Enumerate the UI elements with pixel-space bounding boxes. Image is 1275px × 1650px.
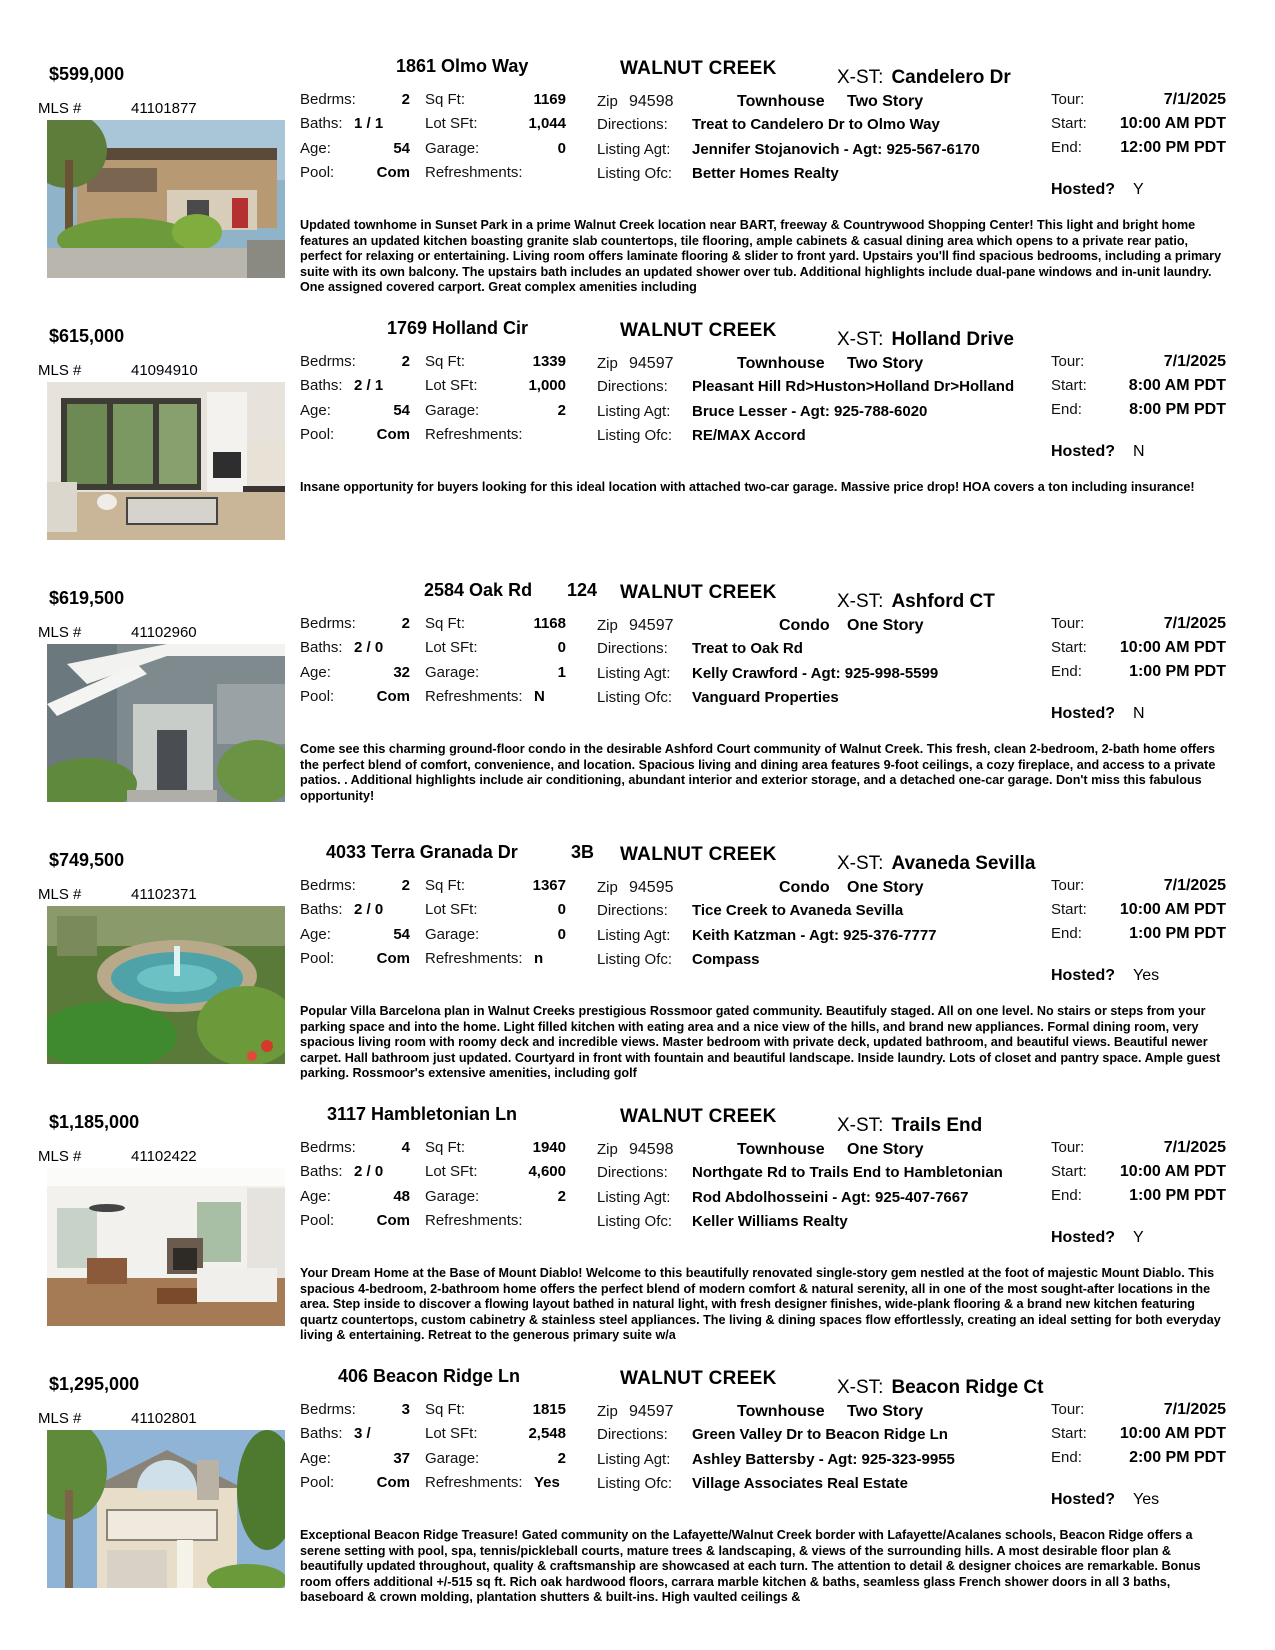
pool-label: Pool: <box>300 950 335 967</box>
garage-value: 1 <box>557 664 566 681</box>
end-label: End: <box>1051 401 1082 418</box>
listing-price: $1,295,000 <box>49 1374 140 1394</box>
property-style: Two Story <box>847 93 924 110</box>
townhouse-exterior-photo <box>47 120 285 278</box>
directions-label: Directions: <box>597 116 668 133</box>
listing-office-value: Vanguard Properties <box>692 689 839 706</box>
age-value: 32 <box>393 664 410 681</box>
bedrooms-label: Bedrms: <box>300 91 356 108</box>
garage-value: 0 <box>557 926 566 943</box>
sqft-value: 1168 <box>533 615 566 632</box>
start-time: 10:00 AM PDT <box>1119 115 1226 132</box>
mls-number: 41102801 <box>131 1410 197 1427</box>
age-value: 54 <box>393 926 410 943</box>
mls-label: MLS # <box>38 624 82 641</box>
listing-price: $1,185,000 <box>49 1112 140 1132</box>
baths-value: 3 / <box>354 1425 371 1442</box>
property-type: Townhouse <box>737 1403 825 1420</box>
directions-value: Treat to Oak Rd <box>692 640 803 657</box>
bedrooms-value: 2 <box>401 91 410 108</box>
mls-number: 41094910 <box>131 362 198 379</box>
listing-card <box>0 54 1275 316</box>
listing-office-label: Listing Ofc: <box>597 165 673 182</box>
pool-label: Pool: <box>300 1474 335 1491</box>
baths-value: 2 / 0 <box>354 639 384 656</box>
listing-city: WALNUT CREEK <box>620 1106 777 1127</box>
zip-value: 94595 <box>629 879 674 896</box>
property-style: Two Story <box>847 355 924 372</box>
start-time: 10:00 AM PDT <box>1119 1163 1226 1180</box>
listing-address: 1769 Holland Cir <box>387 318 529 338</box>
property-style: One Story <box>847 879 924 896</box>
listing-agent-label: Listing Agt: <box>597 141 671 158</box>
garage-value: 2 <box>557 402 566 419</box>
mls-number: 41102371 <box>131 886 197 903</box>
hosted-value: Y <box>1133 1229 1144 1246</box>
listing-card <box>0 1364 1275 1626</box>
start-label: Start: <box>1051 1163 1087 1180</box>
start-time: 10:00 AM PDT <box>1119 639 1226 656</box>
listing-price: $619,500 <box>49 588 125 608</box>
listing-price: $599,000 <box>49 64 125 84</box>
cross-street <box>837 1115 982 1137</box>
refreshments-label: Refreshments: <box>425 1474 523 1491</box>
start-label: Start: <box>1051 901 1087 918</box>
refreshments-value: N <box>534 688 545 705</box>
hosted-value: Yes <box>1133 1491 1160 1508</box>
condo-entry-photo <box>47 644 285 802</box>
zip-label: Zip <box>597 879 618 896</box>
tour-date: 7/1/2025 <box>1163 877 1226 894</box>
refreshments-label: Refreshments: <box>425 426 523 443</box>
zip-label: Zip <box>597 93 618 110</box>
bedrooms-value: 3 <box>401 1401 410 1418</box>
listing-agent-value: Jennifer Stojanovich - Agt: 925-567-6170 <box>692 141 980 158</box>
listing-agent-value: Keith Katzman - Agt: 925-376-7777 <box>692 927 937 944</box>
bedrooms-label: Bedrms: <box>300 1401 356 1418</box>
great-room-photo <box>47 1168 285 1326</box>
listing-remarks: Updated townhome in Sunset Park in a prime Walnut Creek location near BART, freeway & Countrywood Shopping Center! This light and bright home features an updated kitchen boasting granite slab countertops, tile flooring, ample cabinets & casual dining area which opens to a private rear patio, perfect for relaxing or entertaining. Living room offers laminate flooring & slider to front yard. Upstairs you'll find spacious bedrooms, including a primary suite with its own balcony. The upstairs bath includes an updated shower over tub. Additional highlights include dual-pane windows and in-unit laundry. One assigned covered carport. Great complex amenities including <box>300 218 1222 294</box>
sqft-label: Sq Ft: <box>425 877 466 894</box>
mls-label: MLS # <box>38 100 82 117</box>
start-time: 8:00 AM PDT <box>1128 377 1226 394</box>
cross-street <box>837 329 1014 351</box>
garage-label: Garage: <box>425 1188 480 1205</box>
bedrooms-value: 4 <box>401 1139 410 1156</box>
cross-street-value: Beacon Ridge Ct <box>891 1377 1044 1398</box>
cross-street-label: X-ST: <box>837 1377 884 1398</box>
listing-office-value: Better Homes Realty <box>692 165 839 182</box>
age-label: Age: <box>300 140 331 157</box>
end-label: End: <box>1051 1187 1082 1204</box>
cross-street-value: Ashford CT <box>891 591 995 612</box>
directions-label: Directions: <box>597 1164 668 1181</box>
sqft-value: 1339 <box>532 353 566 370</box>
listing-photo <box>47 120 285 278</box>
property-type: Townhouse <box>737 355 825 372</box>
listing-city: WALNUT CREEK <box>620 582 777 603</box>
listing-photo <box>47 906 285 1064</box>
property-type: Townhouse <box>737 1141 825 1158</box>
mls-label: MLS # <box>38 362 82 379</box>
listing-city: WALNUT CREEK <box>620 844 777 865</box>
lot-sft-label: Lot SFt: <box>425 639 478 656</box>
property-style: One Story <box>847 617 924 634</box>
directions-value: Green Valley Dr to Beacon Ridge Ln <box>692 1426 948 1443</box>
start-label: Start: <box>1051 639 1087 656</box>
zip-label: Zip <box>597 617 618 634</box>
garage-label: Garage: <box>425 1450 480 1467</box>
listing-agent-value: Ashley Battersby - Agt: 925-323-9955 <box>692 1451 955 1468</box>
listing-agent-label: Listing Agt: <box>597 1451 671 1468</box>
start-time: 10:00 AM PDT <box>1119 901 1226 918</box>
listing-office-value: RE/MAX Accord <box>692 427 806 444</box>
directions-value: Pleasant Hill Rd>Huston>Holland Dr>Holland <box>692 378 1015 395</box>
cross-street-label: X-ST: <box>837 1115 884 1136</box>
start-time: 10:00 AM PDT <box>1119 1425 1226 1442</box>
pool-value: Com <box>376 950 410 967</box>
bedrooms-value: 2 <box>401 615 410 632</box>
mls-label: MLS # <box>38 1410 82 1427</box>
tour-date: 7/1/2025 <box>1163 1139 1226 1156</box>
lot-sft-value: 0 <box>557 639 566 656</box>
age-label: Age: <box>300 1450 331 1467</box>
mls-number: 41102960 <box>131 624 197 641</box>
age-value: 54 <box>393 402 410 419</box>
sqft-label: Sq Ft: <box>425 1401 466 1418</box>
listing-photo <box>47 1430 285 1588</box>
tour-label: Tour: <box>1051 1139 1085 1156</box>
listing-agent-value: Bruce Lesser - Agt: 925-788-6020 <box>692 403 928 420</box>
lot-sft-label: Lot SFt: <box>425 115 478 132</box>
bedrooms-value: 2 <box>401 353 410 370</box>
lot-sft-label: Lot SFt: <box>425 1425 478 1442</box>
end-label: End: <box>1051 925 1082 942</box>
mls-number: 41101877 <box>131 100 197 117</box>
listing-office-label: Listing Ofc: <box>597 689 673 706</box>
listing-office-value: Compass <box>692 951 760 968</box>
zip-label: Zip <box>597 355 618 372</box>
listing-city: WALNUT CREEK <box>620 1368 777 1389</box>
mls-number: 41102422 <box>131 1148 197 1165</box>
cross-street <box>837 1377 1043 1399</box>
tour-date: 7/1/2025 <box>1163 615 1226 632</box>
bedrooms-label: Bedrms: <box>300 353 356 370</box>
cross-street-label: X-ST: <box>837 591 884 612</box>
age-label: Age: <box>300 926 331 943</box>
sqft-value: 1169 <box>533 91 566 108</box>
listing-agent-label: Listing Agt: <box>597 403 671 420</box>
pool-label: Pool: <box>300 164 335 181</box>
sqft-label: Sq Ft: <box>425 1139 466 1156</box>
mls-label: MLS # <box>38 886 82 903</box>
lot-sft-value: 1,044 <box>528 115 566 132</box>
listing-remarks: Come see this charming ground-floor condo in the desirable Ashford Court community of Walnut Creek. This fresh, clean 2-bedroom, 2-bath home offers the perfect blend of comfort, convenience, and location. Spacious living and dining area features 9-foot ceilings, a cozy fireplace, and access to a private patios. . Additional highlights include air conditioning, abundant interior and exterior storage, and a detached one-car garage. Don't miss this fabulous opportunity! <box>300 742 1216 803</box>
pool-value: Com <box>376 688 410 705</box>
listing-remarks: Your Dream Home at the Base of Mount Diablo! Welcome to this beautifully renovated single-story gem nestled at the foot of majestic Mount Diablo. This spacious 4-bedroom, 2-bathroom home offers the perfect blend of modern comfort & natural serenity, all in one of the most sought-after locations in the area. Step inside to discover a flowing layout bathed in natural light, with fresh designer finishes, wide-plank flooring & a brand new kitchen featuring quartz countertops, custom cabinetry & stainless steel appliances. The living & dining spaces flow effortlessly, creating an ideal setting for both everyday living & entertaining. Retreat to the generous primary suite w/a <box>300 1266 1221 1342</box>
listing-photo <box>47 1168 285 1326</box>
cross-street <box>837 67 1011 89</box>
sqft-label: Sq Ft: <box>425 615 466 632</box>
listing-card <box>0 578 1275 840</box>
hosted-label: Hosted? <box>1051 181 1115 198</box>
sqft-value: 1367 <box>532 877 566 894</box>
end-time: 2:00 PM PDT <box>1129 1449 1226 1466</box>
lot-sft-label: Lot SFt: <box>425 377 478 394</box>
property-style: Two Story <box>847 1403 924 1420</box>
refreshments-value: n <box>534 950 544 967</box>
listing-address: 3117 Hambletonian Ln <box>327 1104 518 1124</box>
tour-label: Tour: <box>1051 1401 1085 1418</box>
baths-label: Baths: <box>300 901 343 918</box>
garage-label: Garage: <box>425 140 480 157</box>
age-label: Age: <box>300 1188 331 1205</box>
age-value: 37 <box>393 1450 410 1467</box>
age-label: Age: <box>300 664 331 681</box>
garage-value: 2 <box>557 1188 566 1205</box>
cross-street-value: Candelero Dr <box>891 67 1011 88</box>
baths-value: 2 / 0 <box>354 901 384 918</box>
pool-value: Com <box>376 164 410 181</box>
garage-label: Garage: <box>425 664 480 681</box>
tour-label: Tour: <box>1051 353 1085 370</box>
pool-value: Com <box>376 1212 410 1229</box>
lot-sft-label: Lot SFt: <box>425 1163 478 1180</box>
listing-office-label: Listing Ofc: <box>597 951 673 968</box>
baths-value: 2 / 0 <box>354 1163 384 1180</box>
tour-date: 7/1/2025 <box>1163 353 1226 370</box>
pool-value: Com <box>376 1474 410 1491</box>
zip-label: Zip <box>597 1403 618 1420</box>
hosted-label: Hosted? <box>1051 443 1115 460</box>
sqft-label: Sq Ft: <box>425 91 466 108</box>
baths-label: Baths: <box>300 1425 343 1442</box>
tour-date: 7/1/2025 <box>1163 91 1226 108</box>
hosted-label: Hosted? <box>1051 705 1115 722</box>
lot-sft-value: 2,548 <box>528 1425 566 1442</box>
mls-label: MLS # <box>38 1148 82 1165</box>
listing-agent-value: Kelly Crawford - Agt: 925-998-5599 <box>692 665 939 682</box>
listing-unit: 124 <box>567 580 598 600</box>
garage-label: Garage: <box>425 926 480 943</box>
hosted-value: N <box>1133 443 1145 460</box>
listing-agent-label: Listing Agt: <box>597 1189 671 1206</box>
hosted-value: Yes <box>1133 967 1160 984</box>
end-label: End: <box>1051 1449 1082 1466</box>
listing-price: $749,500 <box>49 850 125 870</box>
end-time: 12:00 PM PDT <box>1120 139 1226 156</box>
listing-city: WALNUT CREEK <box>620 58 777 79</box>
cross-street <box>837 853 1035 875</box>
property-type: Condo <box>779 617 830 634</box>
start-label: Start: <box>1051 377 1087 394</box>
baths-label: Baths: <box>300 1163 343 1180</box>
listing-card <box>0 840 1275 1102</box>
end-label: End: <box>1051 139 1082 156</box>
age-label: Age: <box>300 402 331 419</box>
end-time: 1:00 PM PDT <box>1129 663 1226 680</box>
baths-value: 2 / 1 <box>354 377 384 394</box>
hosted-label: Hosted? <box>1051 1491 1115 1508</box>
pool-label: Pool: <box>300 688 335 705</box>
listing-agent-label: Listing Agt: <box>597 927 671 944</box>
cross-street-label: X-ST: <box>837 329 884 350</box>
pool-label: Pool: <box>300 1212 335 1229</box>
listing-address: 406 Beacon Ridge Ln <box>338 1366 521 1386</box>
cross-street-label: X-ST: <box>837 67 884 88</box>
zip-label: Zip <box>597 1141 618 1158</box>
cross-street-label: X-ST: <box>837 853 884 874</box>
listing-unit: 3B <box>571 842 595 862</box>
lot-sft-label: Lot SFt: <box>425 901 478 918</box>
refreshments-label: Refreshments: <box>425 1212 523 1229</box>
refreshments-label: Refreshments: <box>425 164 523 181</box>
directions-value: Northgate Rd to Trails End to Hambletonian <box>692 1164 1003 1181</box>
tour-date: 7/1/2025 <box>1163 1401 1226 1418</box>
bedrooms-label: Bedrms: <box>300 877 356 894</box>
listing-office-label: Listing Ofc: <box>597 1213 673 1230</box>
listing-office-value: Village Associates Real Estate <box>692 1475 908 1492</box>
lot-sft-value: 0 <box>557 901 566 918</box>
zip-value: 94598 <box>629 93 674 110</box>
listing-photo <box>47 382 285 540</box>
sqft-value: 1815 <box>532 1401 566 1418</box>
baths-value: 1 / 1 <box>354 115 384 132</box>
tour-label: Tour: <box>1051 877 1085 894</box>
hosted-label: Hosted? <box>1051 967 1115 984</box>
lot-sft-value: 1,000 <box>528 377 566 394</box>
baths-label: Baths: <box>300 377 343 394</box>
living-room-photo <box>47 382 285 540</box>
property-type: Townhouse <box>737 93 825 110</box>
end-time: 8:00 PM PDT <box>1129 401 1226 418</box>
listing-agent-label: Listing Agt: <box>597 665 671 682</box>
bedrooms-label: Bedrms: <box>300 615 356 632</box>
sqft-label: Sq Ft: <box>425 353 466 370</box>
property-type: Condo <box>779 879 830 896</box>
garage-label: Garage: <box>425 402 480 419</box>
listing-office-label: Listing Ofc: <box>597 427 673 444</box>
pool-value: Com <box>376 426 410 443</box>
end-time: 1:00 PM PDT <box>1129 925 1226 942</box>
tour-label: Tour: <box>1051 91 1085 108</box>
cross-street-value: Trails End <box>891 1115 983 1136</box>
directions-value: Treat to Candelero Dr to Olmo Way <box>692 116 940 133</box>
listing-office-label: Listing Ofc: <box>597 1475 673 1492</box>
listing-office-value: Keller Williams Realty <box>692 1213 848 1230</box>
start-label: Start: <box>1051 1425 1087 1442</box>
pool-label: Pool: <box>300 426 335 443</box>
directions-label: Directions: <box>597 902 668 919</box>
bedrooms-value: 2 <box>401 877 410 894</box>
property-style: One Story <box>847 1141 924 1158</box>
refreshments-label: Refreshments: <box>425 688 523 705</box>
lot-sft-value: 4,600 <box>528 1163 566 1180</box>
garage-value: 0 <box>557 140 566 157</box>
listing-remarks: Popular Villa Barcelona plan in Walnut Creeks prestigious Rossmoor gated community. Beautifuly staged. All on one level. No stairs or steps from your parking space and into the home. Light filled kitchen with eating area and a nice view of the hills, and brand new appliances. Formal dining room, very spacious living room with roomy deck and incredible views. Master bedroom with private deck, updated bathroom, and beautiful views. Beautiful newer carpet. Hall bathroom just updated. Courtyard in front with fountain and beautiful landscape. Inside laundry. Lots of closet and pantry space. Ample guest parking. Rossmoor's extensive amenities, including golf <box>300 1004 1221 1080</box>
listing-remarks: Insane opportunity for buyers looking for this ideal location with attached two-car garage. Massive price drop! HOA covers a ton including insurance! <box>300 480 1195 494</box>
end-label: End: <box>1051 663 1082 680</box>
zip-value: 94597 <box>629 355 674 372</box>
directions-label: Directions: <box>597 1426 668 1443</box>
end-time: 1:00 PM PDT <box>1129 1187 1226 1204</box>
refreshments-value: Yes <box>534 1474 560 1491</box>
listing-address: 4033 Terra Granada Dr <box>326 842 518 862</box>
start-label: Start: <box>1051 115 1087 132</box>
cross-street-value: Avaneda Sevilla <box>891 853 1036 874</box>
two-story-home-photo <box>47 1430 285 1588</box>
fountain-courtyard-photo <box>47 906 285 1064</box>
hosted-label: Hosted? <box>1051 1229 1115 1246</box>
garage-value: 2 <box>557 1450 566 1467</box>
listing-address: 1861 Olmo Way <box>396 56 529 76</box>
sqft-value: 1940 <box>532 1139 566 1156</box>
baths-label: Baths: <box>300 115 343 132</box>
listing-address: 2584 Oak Rd <box>424 580 533 600</box>
directions-label: Directions: <box>597 378 668 395</box>
tour-label: Tour: <box>1051 615 1085 632</box>
zip-value: 94598 <box>629 1141 674 1158</box>
cross-street <box>837 591 995 613</box>
age-value: 54 <box>393 140 410 157</box>
refreshments-label: Refreshments: <box>425 950 523 967</box>
zip-value: 94597 <box>629 1403 674 1420</box>
listing-card <box>0 1102 1275 1364</box>
directions-value: Tice Creek to Avaneda Sevilla <box>692 902 904 919</box>
listing-card <box>0 316 1275 578</box>
listing-remarks: Exceptional Beacon Ridge Treasure! Gated community on the Lafayette/Walnut Creek border with Lafayette/Acalanes schools, Beacon Ridge offers a serene setting with pool, spa, tennis/pickleball courts, mature trees & landscaping, & views of the surrounding hills. A most desirable floor plan & beautifully updated throughout, quality & craftsmanship are showcased at each turn. The attention to detail & designer choices are remarkable. Bonus room offers additional +/-515 sq ft. Rich oak hardwood floors, carrara marble kitchen & baths, seamless glass French shower doors in all 3 baths, baseboard & crown molding, plantation shutters & built-ins. High vaulted ceilings & <box>300 1528 1201 1604</box>
listing-city: WALNUT CREEK <box>620 320 777 341</box>
listing-photo <box>47 644 285 802</box>
listing-price: $615,000 <box>49 326 125 346</box>
hosted-value: Y <box>1133 181 1144 198</box>
listing-agent-value: Rod Abdolhosseini - Agt: 925-407-7667 <box>692 1189 969 1206</box>
age-value: 48 <box>393 1188 410 1205</box>
bedrooms-label: Bedrms: <box>300 1139 356 1156</box>
hosted-value: N <box>1133 705 1145 722</box>
directions-label: Directions: <box>597 640 668 657</box>
baths-label: Baths: <box>300 639 343 656</box>
zip-value: 94597 <box>629 617 674 634</box>
cross-street-value: Holland Drive <box>891 329 1014 350</box>
